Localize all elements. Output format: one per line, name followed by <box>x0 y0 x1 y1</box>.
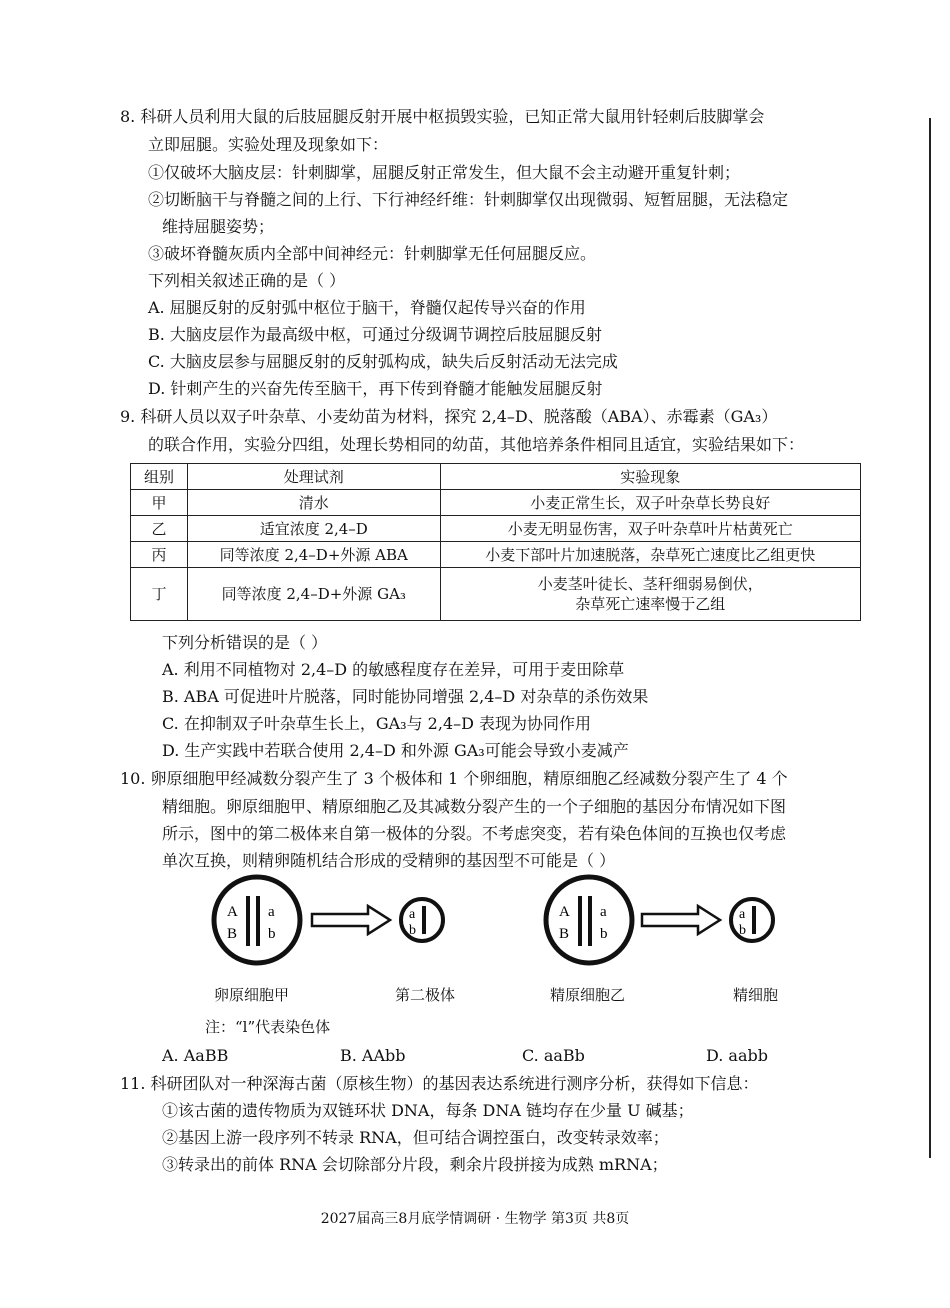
q9-option-d: D. 生产实践中若联合使用 2,4–D 和外源 GA₃可能会导致小麦减产 <box>162 741 629 760</box>
q9-stem-line2: 的联合作用，实验分四组，处理长势相同的幼苗，其他培养条件相同且适宜，实验结果如下： <box>148 435 805 454</box>
margin-rule <box>929 118 931 1158</box>
cell-reagent: 清水 <box>187 490 440 516</box>
svg-text:a: a <box>739 907 746 922</box>
q8-item-2a: ②切断脑干与脊髓之间的上行、下行神经纤维：针刺脚掌仅出现微弱、短暂屈腿，无法稳定 <box>148 190 789 209</box>
header-result: 实验现象 <box>440 464 860 490</box>
q10-stem-line3: 所示，图中的第二极体来自第一极体的分裂。不考虑突变，若有染色体间的互换也仅考虑 <box>162 824 787 843</box>
q10-stem-line4: 单次互换，则精卵随机结合形成的受精卵的基因型不可能是（ ） <box>162 851 616 870</box>
spermatogonium-cell-diagram <box>546 877 632 963</box>
cell-group: 甲 <box>131 490 188 516</box>
svg-text:b: b <box>268 926 276 942</box>
q9-option-c: C. 在抑制双子叶杂草生长上，GA₃与 2,4–D 表现为协同作用 <box>162 714 592 733</box>
q11-stem: 11. 科研团队对一种深海古菌（原核生物）的基因表达系统进行测序分析，获得如下信息： <box>120 1074 759 1093</box>
cell-result <box>440 568 860 621</box>
q8-prompt: 下列相关叙述正确的是（ ） <box>148 271 346 290</box>
cell-group: 丁 <box>131 568 188 621</box>
cell-result-line2: 杂草死亡速率慢于乙组 <box>575 595 726 613</box>
label-oocyte: 卵原细胞甲 <box>214 986 290 1004</box>
meiosis-diagram <box>200 870 800 970</box>
q10-option-c: C. aaBb <box>522 1046 585 1065</box>
q8-item-1: ①仅破坏大脑皮层：针刺脚掌，屈腿反射正常发生，但大鼠不会主动避开重复针刺； <box>148 163 741 182</box>
cell-group: 丙 <box>131 542 188 568</box>
q8-option-b: B. 大脑皮层作为最高级中枢，可通过分级调节调控后肢屈腿反射 <box>148 325 602 344</box>
table-header-row <box>131 464 861 490</box>
second-polar-body-diagram <box>401 899 443 941</box>
q9-option-a: A. 利用不同植物对 2,4–D 的敏感程度存在差异，可用于麦田除草 <box>162 660 625 679</box>
cell-reagent: 适宜浓度 2,4–D <box>187 516 440 542</box>
q11-item-3: ③转录出的前体 RNA 会切除部分片段，剩余片段拼接为成熟 mRNA； <box>162 1155 668 1174</box>
table-row <box>131 568 861 621</box>
page-footer: 2027届高三8月底学情调研 · 生物学 第3页 共8页 <box>320 1211 630 1227</box>
q10-option-b: B. AAbb <box>340 1046 406 1065</box>
table-row <box>131 542 861 568</box>
figure-note: 注：“l”代表染色体 <box>205 1018 331 1036</box>
oocyte-cell-diagram <box>214 877 300 963</box>
sperm-cell-diagram <box>731 899 773 941</box>
q10-option-a: A. AaBB <box>162 1046 229 1065</box>
q8-item-2b: 维持屈腿姿势； <box>162 217 275 236</box>
label-polar-body: 第二极体 <box>395 986 456 1004</box>
svg-text:A: A <box>559 904 570 920</box>
svg-text:B: B <box>227 926 238 942</box>
q8-stem-line1: 8. 科研人员利用大鼠的后肢屈腿反射开展中枢损毁实验，已知正常大鼠用针轻刺后肢脚掌会 <box>120 107 765 126</box>
q11-item-1: ①该古菌的遗传物质为双链环状 DNA，每条 DNA 链均存在少量 U 碱基； <box>162 1101 694 1120</box>
q10-stem-line1: 10. 卵原细胞甲经减数分裂产生了 3 个极体和 1 个卵细胞，精原细胞乙经减数分裂产生了 4 个 <box>120 769 788 788</box>
cell-group: 乙 <box>131 516 188 542</box>
svg-text:a: a <box>268 904 275 920</box>
q9-stem-line1: 9. 科研人员以双子叶杂草、小麦幼苗为材料，探究 2,4–D、脱落酸（ABA）、赤霉素（GA₃） <box>120 407 778 426</box>
svg-text:a: a <box>600 904 607 920</box>
table-row <box>131 490 861 516</box>
cell-result: 小麦下部叶片加速脱落，杂草死亡速度比乙组更快 <box>440 542 860 568</box>
svg-text:b: b <box>600 926 608 942</box>
label-spermatogonium: 精原细胞乙 <box>550 986 626 1004</box>
table-row <box>131 516 861 542</box>
q8-option-a: A. 屈腿反射的反射弧中枢位于脑干，脊髓仅起传导兴奋的作用 <box>148 298 586 317</box>
svg-text:a: a <box>409 907 416 922</box>
header-reagent: 处理试剂 <box>187 464 440 490</box>
svg-text:A: A <box>227 904 238 920</box>
cell-result: 小麦正常生长，双子叶杂草长势良好 <box>440 490 860 516</box>
cell-result: 小麦无明显伤害，双子叶杂草叶片枯黄死亡 <box>440 516 860 542</box>
cell-result-line1: 小麦茎叶徒长、茎秆细弱易倒伏， <box>537 575 763 593</box>
svg-text:B: B <box>559 926 570 942</box>
arrow-icon <box>642 906 720 934</box>
svg-text:b: b <box>409 923 416 938</box>
q8-stem-line2: 立即屈腿。实验处理及现象如下： <box>148 135 389 154</box>
svg-text:b: b <box>739 923 746 938</box>
q8-option-d: D. 针刺产生的兴奋先传至脑干，再下传到脊髓才能触发屈腿反射 <box>148 379 603 398</box>
q9-prompt: 下列分析错误的是（ ） <box>162 633 328 652</box>
q10-stem-line2: 精细胞。卵原细胞甲、精原细胞乙及其减数分裂产生的一个子细胞的基因分布情况如下图 <box>162 797 787 816</box>
q8-item-3: ③破坏脊髓灰质内全部中间神经元：针刺脚掌无任何屈腿反应。 <box>148 244 597 263</box>
q10-option-d: D. aabb <box>706 1046 768 1065</box>
q9-option-b: B. ABA 可促进叶片脱落，同时能协同增强 2,4–D 对杂草的杀伤效果 <box>162 687 649 706</box>
arrow-icon <box>312 906 390 934</box>
label-sperm: 精细胞 <box>733 986 779 1004</box>
experiment-table <box>130 463 861 621</box>
header-group: 组别 <box>131 464 188 490</box>
cell-reagent: 同等浓度 2,4–D+外源 GA₃ <box>187 568 440 621</box>
cell-reagent: 同等浓度 2,4–D+外源 ABA <box>187 542 440 568</box>
q8-option-c: C. 大脑皮层参与屈腿反射的反射弧构成，缺失后反射活动无法完成 <box>148 352 618 371</box>
q11-item-2: ②基因上游一段序列不转录 RNA，但可结合调控蛋白，改变转录效率； <box>162 1128 669 1147</box>
